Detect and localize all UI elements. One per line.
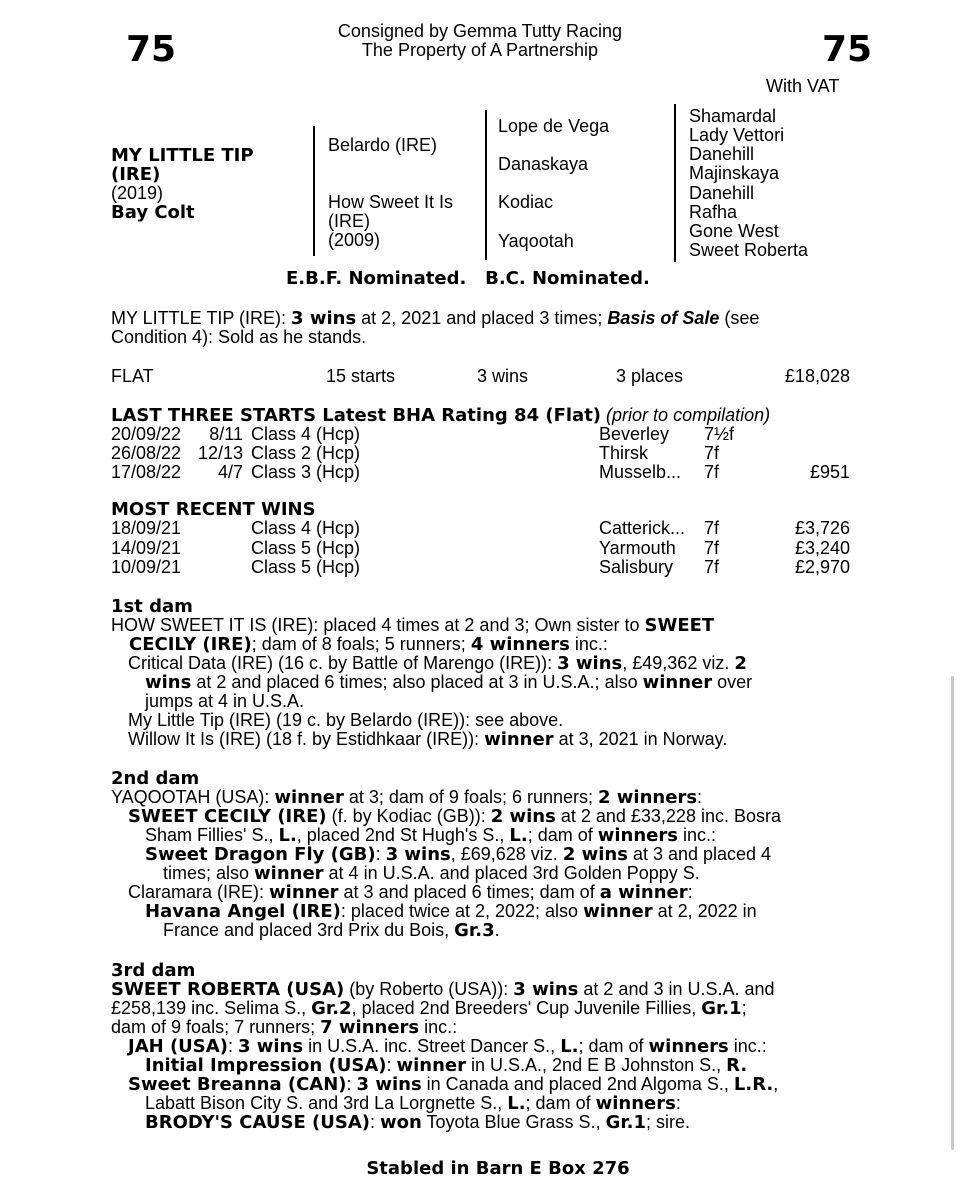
granddam-dam: Yaqootah bbox=[498, 231, 574, 251]
start-position: 12/13 bbox=[197, 443, 243, 463]
vat-note: With VAT bbox=[766, 76, 840, 96]
record-places: 3 places bbox=[616, 366, 684, 386]
win-distance: 7f bbox=[704, 538, 720, 558]
horse-name: MY LITTLE TIP bbox=[111, 145, 254, 166]
win-class: Class 5 (Hcp) bbox=[251, 538, 361, 558]
consignor: Consigned by Gemma Tutty Racing bbox=[337, 21, 623, 41]
win-class: Class 5 (Hcp) bbox=[251, 557, 361, 577]
dam-year: (2009) bbox=[328, 230, 381, 250]
win-class: Class 4 (Hcp) bbox=[251, 518, 361, 538]
pedigree-gen3-8: Sweet Roberta bbox=[689, 240, 809, 260]
start-distance: 7½f bbox=[704, 424, 735, 444]
pedigree-gen3-2: Lady Vettori bbox=[689, 125, 785, 145]
start-class: Class 3 (Hcp) bbox=[251, 462, 361, 482]
lot-number-left: 75 bbox=[126, 29, 177, 70]
start-prize: £951 bbox=[809, 462, 850, 482]
record-wins: 3 wins bbox=[477, 366, 529, 386]
pedigree-divider-2 bbox=[485, 110, 487, 260]
win-date: 10/09/21 bbox=[111, 557, 182, 577]
record-type: FLAT bbox=[111, 366, 154, 386]
horse-name-suffix: (IRE) bbox=[111, 164, 161, 185]
grandsire-dam: Kodiac bbox=[498, 192, 554, 212]
win-date: 18/09/21 bbox=[111, 518, 182, 538]
start-distance: 7f bbox=[704, 462, 720, 482]
start-course: Musselb... bbox=[599, 462, 682, 482]
first-dam-section: 1st dam HOW SWEET IT IS (IRE): placed 4 times at 2 and 3; Own sister to SWEET CECILY (IRE); dam of 8 foals; 5 runners; 4 winners inc.: Critical Data (IRE) (16 c. by Battle of Marengo (IRE)): 3 wins, £49,362 viz. 2 wins at 2 and placed 6 times; also placed at 3 in U.S.A.; also winner over jumps at 4 in U.S.A. My Little Tip (IRE) (19 c. by Belardo (IRE)): see above. Willow It Is (IRE) (18 f. by Estidhkaar (IRE)): winner at 3, 2021 in Norway. bbox=[111, 596, 753, 750]
race-summary: MY LITTLE TIP (IRE): 3 wins at 2, 2021 and placed 3 times; Basis of Sale (see Condition 4): Sold as he stands. bbox=[111, 308, 760, 347]
start-date: 20/09/22 bbox=[111, 424, 182, 444]
dam-country: (IRE) bbox=[328, 211, 370, 231]
pedigree-gen3-7: Gone West bbox=[689, 221, 779, 241]
win-course: Catterick... bbox=[599, 518, 686, 538]
start-date: 26/08/22 bbox=[111, 443, 182, 463]
stabled-location: Stabled in Barn E Box 276 bbox=[366, 1158, 630, 1179]
start-position: 8/11 bbox=[209, 424, 243, 444]
win-prize: £2,970 bbox=[794, 557, 850, 577]
lot-number-right: 75 bbox=[822, 29, 873, 70]
dam-name: How Sweet It Is bbox=[328, 192, 454, 212]
third-dam-section: 3rd dam SWEET ROBERTA (USA) (by Roberto (USA)): 3 wins at 2 and 3 in U.S.A. and £258,139 inc. Selima S., Gr.2, placed 2nd Breeders' Cup Juvenile Fillies, Gr.1; dam of 9 foals; 7 runners; 7 winners inc.: JAH (USA): 3 wins in U.S.A. inc. Street Dancer S., L.; dam of winners inc.: Initial Impression (USA): winner in U.S.A., 2nd E B Johnston S., R. Sweet Breanna (CAN): 3 wins in Canada and placed 2nd Algoma S., L.R., Labatt Bison City S. and 3rd La Lorgnette S., L.; dam of winners: BRODY'S CAUSE (USA): won Toyota Blue Grass S., Gr.1; sire. bbox=[111, 960, 779, 1133]
win-course: Salisbury bbox=[599, 557, 674, 577]
pedigree-gen3-4: Majinskaya bbox=[689, 163, 780, 183]
win-prize: £3,726 bbox=[794, 518, 850, 538]
win-date: 14/09/21 bbox=[111, 538, 182, 558]
win-course: Yarmouth bbox=[599, 538, 676, 558]
granddam-sire: Danaskaya bbox=[498, 154, 589, 174]
start-class: Class 4 (Hcp) bbox=[251, 424, 361, 444]
start-distance: 7f bbox=[704, 443, 720, 463]
pedigree-divider-1 bbox=[313, 126, 315, 256]
start-date: 17/08/22 bbox=[111, 462, 182, 482]
pedigree-gen3-3: Danehill bbox=[689, 144, 755, 164]
second-dam-section: 2nd dam YAQOOTAH (USA): winner at 3; dam of 9 foals; 6 runners; 2 winners: SWEET CECILY (IRE) (f. by Kodiac (GB)): 2 wins at 2 and £33,228 inc. Bosra Sham Fillies' S., L., placed 2nd St Hugh's S., L.; dam of winners inc.: Sweet Dragon Fly (GB): 3 wins, £69,628 viz. 2 wins at 3 and placed 4 times; also winner at 4 in U.S.A. and placed 3rd Golden Poppy S. Claramara (IRE): winner at 3 and placed 6 times; dam of a winner: Havana Angel (IRE): placed twice at 2, 2022; also winner at 2, 2022 in France and placed 3rd Prix du Bois, Gr.3. bbox=[111, 768, 781, 941]
pedigree-divider-3 bbox=[674, 104, 676, 262]
first-dam-heading: 1st dam bbox=[111, 596, 193, 617]
pedigree-gen3-1: Shamardal bbox=[689, 106, 777, 126]
scrollbar-thumb[interactable] bbox=[951, 676, 954, 1150]
nominations: E.B.F. Nominated. B.C. Nominated. bbox=[286, 268, 650, 289]
horse-year: (2019) bbox=[111, 183, 164, 203]
win-distance: 7f bbox=[704, 557, 720, 577]
start-course: Thirsk bbox=[599, 443, 648, 463]
pedigree-gen3-6: Rafha bbox=[689, 202, 738, 222]
second-dam-heading: 2nd dam bbox=[111, 768, 200, 789]
start-position: 4/7 bbox=[217, 462, 243, 482]
record-earnings: £18,028 bbox=[784, 366, 850, 386]
property-of: The Property of A Partnership bbox=[361, 40, 599, 60]
sire: Belardo (IRE) bbox=[328, 135, 438, 155]
pedigree-gen3-5: Danehill bbox=[689, 183, 755, 203]
last-three-heading: LAST THREE STARTS Latest BHA Rating 84 (Flat) (prior to compilation) bbox=[111, 405, 771, 426]
win-prize: £3,240 bbox=[794, 538, 850, 558]
start-class: Class 2 (Hcp) bbox=[251, 443, 361, 463]
recent-wins-heading: MOST RECENT WINS bbox=[111, 499, 316, 520]
record-starts: 15 starts bbox=[326, 366, 396, 386]
start-course: Beverley bbox=[599, 424, 670, 444]
grandsire-sire: Lope de Vega bbox=[498, 116, 610, 136]
third-dam-heading: 3rd dam bbox=[111, 960, 196, 981]
win-distance: 7f bbox=[704, 518, 720, 538]
horse-description: Bay Colt bbox=[111, 202, 195, 223]
